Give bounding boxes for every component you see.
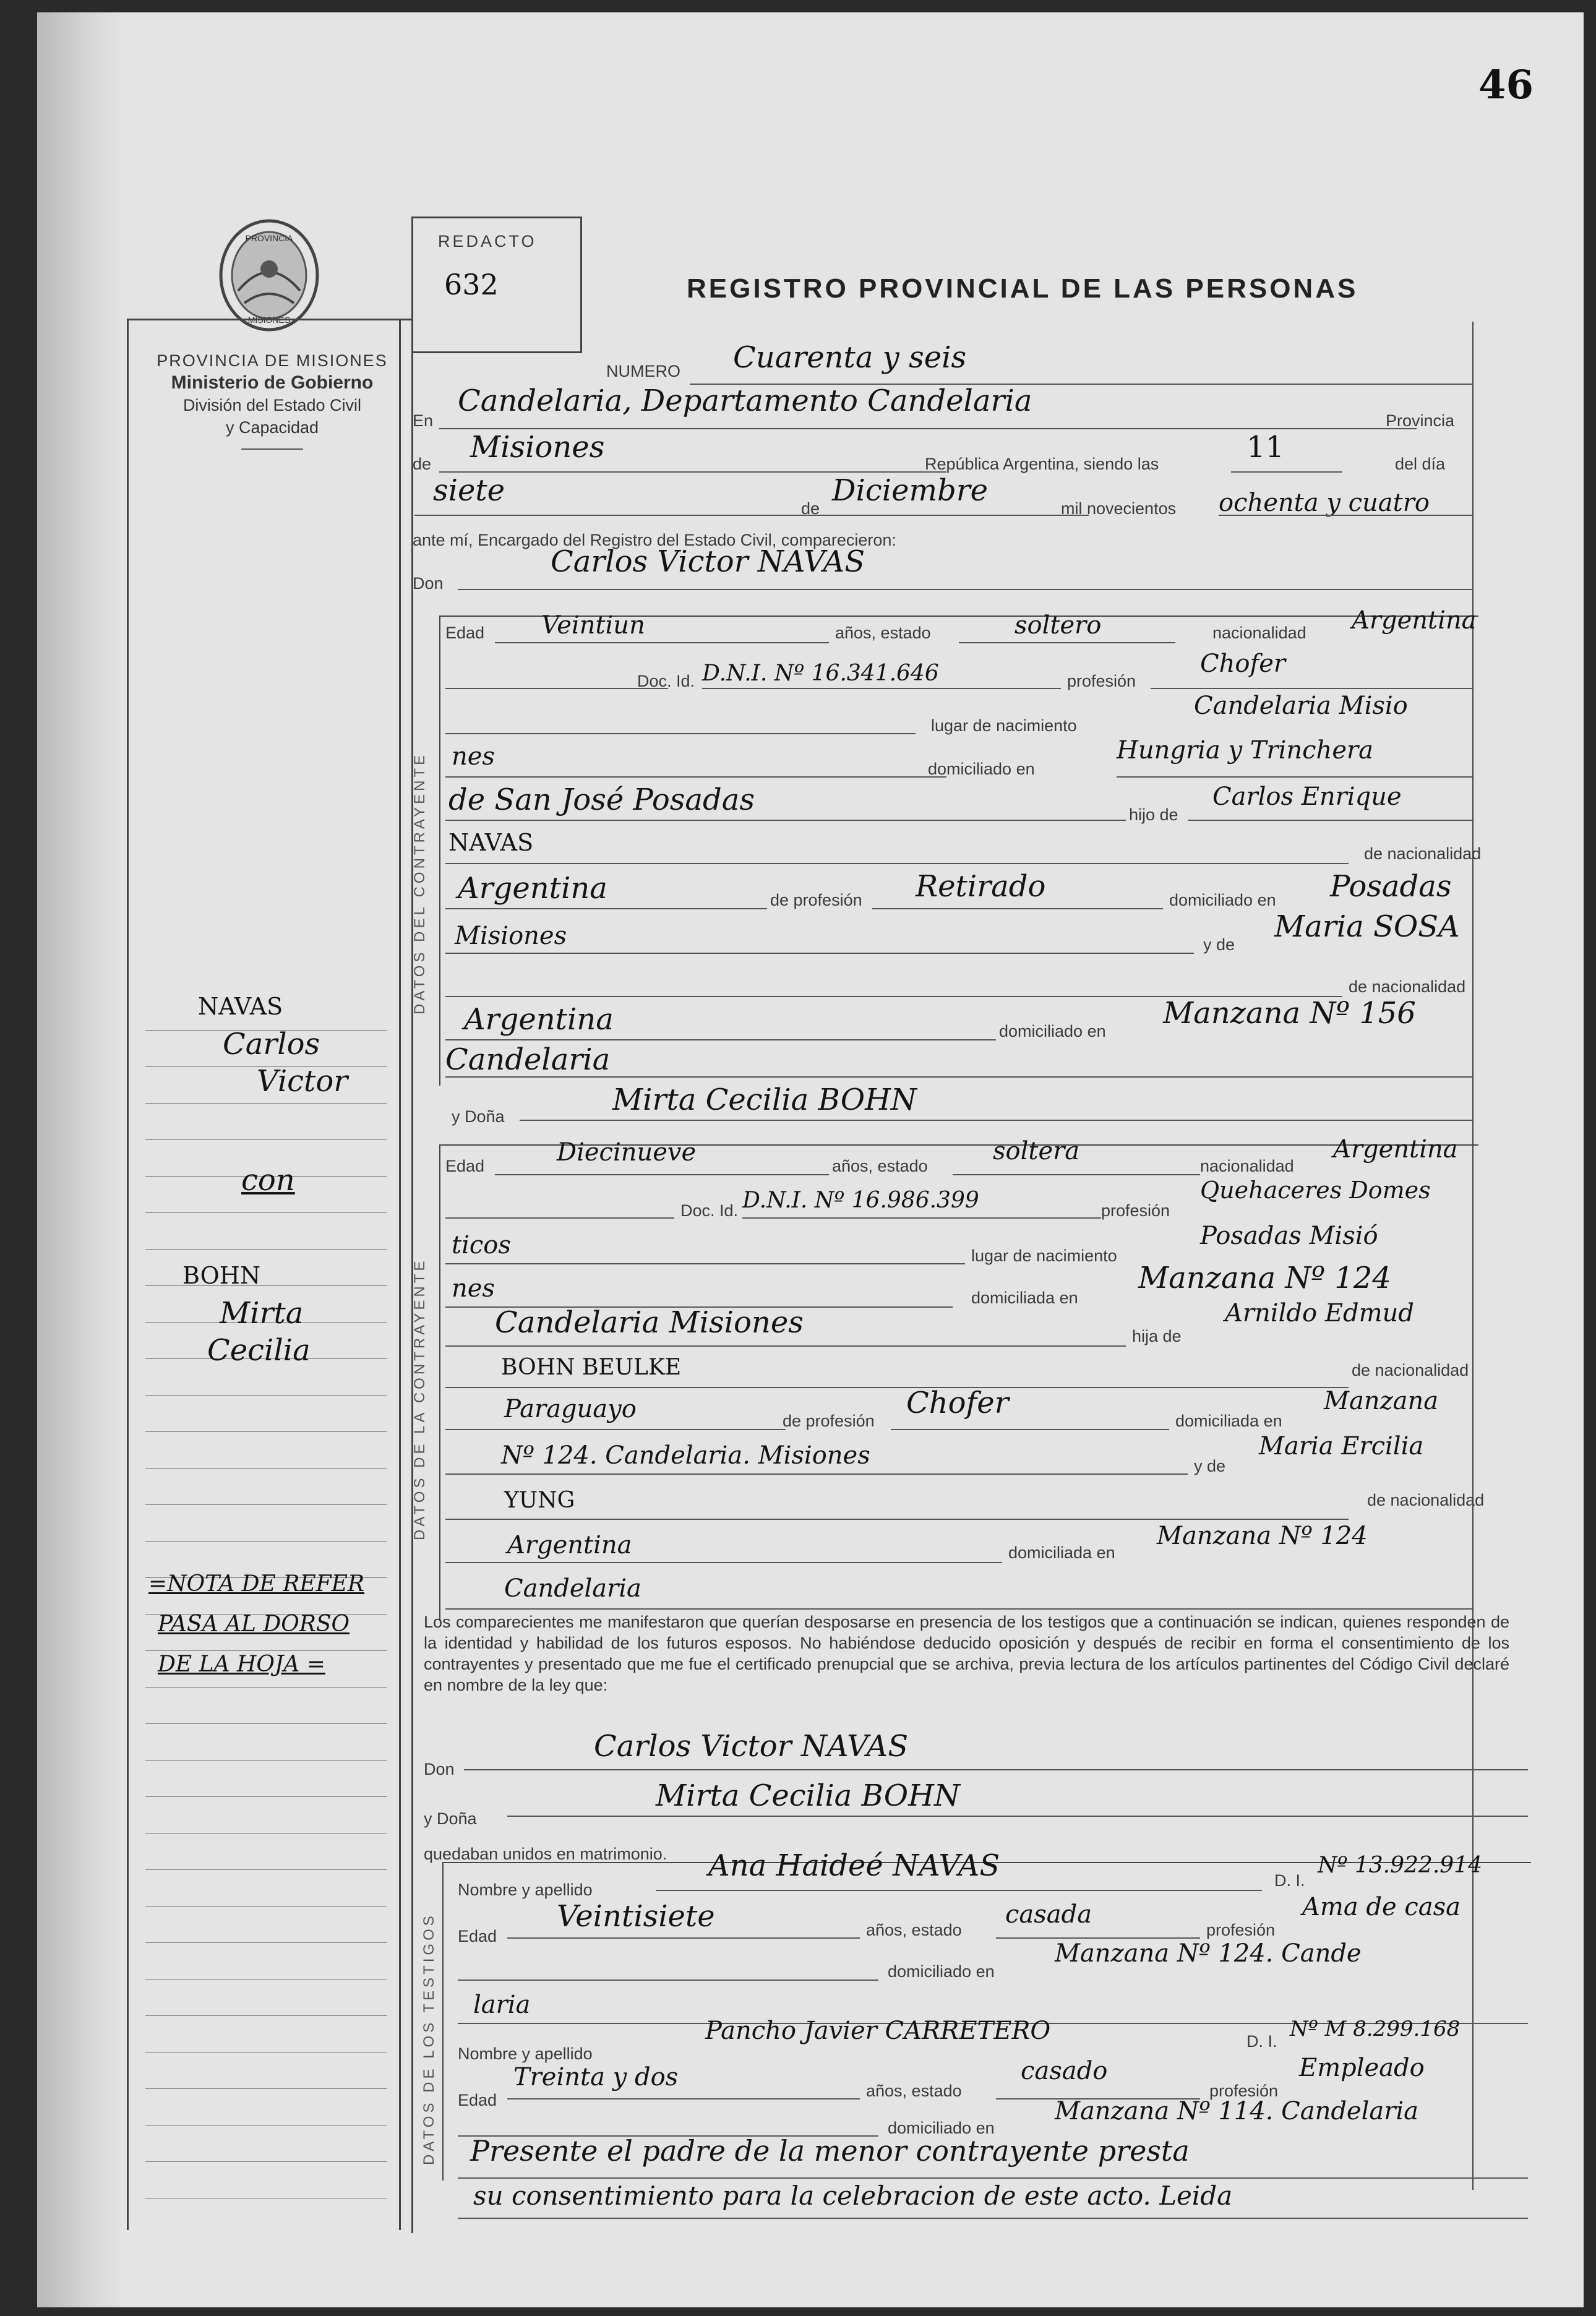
value-groom-profesion: Chofer <box>1200 650 1286 678</box>
label-groom-hijo-de: hijo de <box>1129 805 1178 824</box>
value-bride-lugar-nac-1: Posadas Misió <box>1200 1222 1378 1250</box>
label-de-mes: de <box>801 499 820 518</box>
label-en: En <box>413 411 434 430</box>
ministry-division: División del Estado Civil <box>182 396 362 414</box>
ministry-province: PROVINCIA DE MISIONES <box>157 351 388 370</box>
label-y-dona: y Doña <box>452 1107 505 1126</box>
margin-groom-second: Victor <box>257 1064 348 1099</box>
value-dia: siete <box>433 473 505 508</box>
value-w1-edad: Veintisiete <box>557 1899 715 1934</box>
stamp-value: 632 <box>444 268 499 301</box>
value-w2-estado: casado <box>1021 2057 1108 2085</box>
value-groom-madre-dom-1: Manzana Nº 156 <box>1163 996 1416 1031</box>
value-w1-profesion: Ama de casa <box>1302 1893 1461 1921</box>
value-groom-padre-1: Carlos Enrique <box>1212 783 1402 811</box>
margin-groom-first: Carlos <box>223 1027 320 1062</box>
margin-rule <box>145 1103 387 1104</box>
value-bride-profesion-1: Quehaceres Domes <box>1200 1177 1431 1204</box>
label-groom-madre-dom: domiciliado en <box>999 1022 1106 1040</box>
value-w2-nombre: Pancho Javier CARRETERO <box>705 2017 1051 2045</box>
label-groom-edad: Edad <box>445 624 485 642</box>
label-w2-di: D. I. <box>1246 2032 1277 2051</box>
label-w2-profesion: profesión <box>1209 2082 1279 2100</box>
value-groom-padre-nac: Argentina <box>458 871 607 906</box>
label-decl-dona: y Doña <box>424 1809 477 1828</box>
label-bride-padre-nac: de nacionalidad <box>1352 1361 1469 1379</box>
value-groom-nac: Argentina <box>1352 606 1477 635</box>
redacto-stamp <box>411 217 582 353</box>
value-groom-lugar-nac-2: nes <box>452 742 495 771</box>
value-groom-domicilio-1: Hungria y Trinchera <box>1117 736 1373 765</box>
value-groom-edad: Veintiun <box>541 611 645 640</box>
value-groom-padre-dom-1: Posadas <box>1330 869 1452 904</box>
label-w1-dom: domiciliado en <box>888 1962 995 1981</box>
value-w1-di: Nº 13.922.914 <box>1318 1853 1482 1878</box>
value-bride-estado: soltera <box>993 1137 1080 1165</box>
seal-emblem <box>217 217 322 334</box>
label-bride-profesion: profesión <box>1101 1201 1170 1220</box>
label-mil-novecientos: mil novecientos <box>1061 499 1177 518</box>
margin-rule <box>145 1796 387 1797</box>
margin-bride-first: Mirta <box>220 1296 304 1331</box>
value-groom-doc: D.N.I. Nº 16.341.646 <box>702 661 939 686</box>
margin-bride-second: Cecilia <box>207 1333 311 1368</box>
margin-groom-surname: NAVAS <box>198 993 283 1020</box>
margin-rule <box>145 2088 387 2089</box>
side-label-bride: DATOS DE LA CONTRAYENTE <box>411 1258 428 1540</box>
value-provincia: Misiones <box>470 430 605 465</box>
margin-rule <box>145 1942 387 1943</box>
value-hora: 11 <box>1246 430 1285 465</box>
label-groom-madre: y de <box>1203 935 1235 954</box>
label-bride-domicilio: domiciliada en <box>971 1289 1078 1307</box>
label-bride-madre-dom: domiciliada en <box>1008 1543 1115 1562</box>
label-ante: ante mí, Encargado del Registro del Estado Civil, comparecieron: <box>413 531 896 549</box>
margin-bride-surname: BOHN <box>182 1262 261 1289</box>
svg-text:MISIONES: MISIONES <box>247 315 291 325</box>
value-w1-dom-2: laria <box>473 1991 531 2019</box>
value-decl-don: Carlos Victor NAVAS <box>594 1729 909 1764</box>
margin-rule <box>145 1541 387 1542</box>
value-groom-domicilio-2: de San José Posadas <box>448 783 755 817</box>
label-bride-hija-de: hija de <box>1132 1327 1182 1345</box>
value-bride-madre-nac: Argentina <box>507 1531 632 1559</box>
value-bride-padre-1: Arnildo Edmud <box>1225 1299 1414 1327</box>
label-groom-padre-prof: de profesión <box>770 891 862 909</box>
side-label-groom: DATOS DEL CONTRAYENTE <box>411 752 428 1014</box>
value-bride-profesion-2: ticos <box>452 1231 511 1259</box>
label-w2-nombre: Nombre y apellido <box>458 2044 593 2063</box>
margin-rule <box>145 1139 387 1140</box>
value-w1-dom-1: Manzana Nº 124. Cande <box>1055 1939 1362 1968</box>
label-bride-padre-prof: de profesión <box>783 1412 875 1430</box>
value-bride-doc: D.N.I. Nº 16.986.399 <box>742 1188 979 1213</box>
label-quedaban: quedaban unidos en matrimonio. <box>424 1845 667 1863</box>
margin-rule <box>145 1687 387 1688</box>
margin-nota-2: PASA AL DORSO <box>158 1611 350 1637</box>
value-bride-padre-dom-2: Nº 124. Candelaria. Misiones <box>501 1441 870 1470</box>
margin-rule <box>145 1249 387 1250</box>
page-number: 46 <box>1478 62 1534 108</box>
label-del-dia: del día <box>1395 455 1446 473</box>
ministry-block <box>130 350 414 450</box>
document-title: REGISTRO PROVINCIAL DE LAS PERSONAS <box>687 273 1358 304</box>
margin-rule <box>145 2161 387 2162</box>
label-groom-profesion: profesión <box>1067 672 1136 690</box>
label-groom-padre-dom: domiciliado en <box>1169 891 1276 909</box>
label-bride-lugar-nac: lugar de nacimiento <box>971 1246 1117 1265</box>
label-w1-profesion: profesión <box>1206 1921 1276 1939</box>
label-groom-nac: nacionalidad <box>1212 624 1306 642</box>
value-anio: ochenta y cuatro <box>1219 489 1430 517</box>
label-w1-estado: años, estado <box>866 1921 962 1939</box>
margin-rule <box>145 1504 387 1505</box>
value-w1-nombre: Ana Haideé NAVAS <box>708 1848 1000 1883</box>
label-bride-nac: nacionalidad <box>1200 1157 1294 1175</box>
label-bride-estado: años, estado <box>832 1157 928 1175</box>
label-groom-padre-nac: de nacionalidad <box>1364 844 1482 863</box>
value-groom-padre-prof: Retirado <box>916 869 1046 904</box>
label-bride-madre: y de <box>1194 1457 1226 1475</box>
value-numero: Cuarenta y seis <box>733 340 967 375</box>
margin-rule <box>145 1431 387 1432</box>
label-w2-edad: Edad <box>458 2091 497 2109</box>
label-w2-estado: años, estado <box>866 2082 962 2100</box>
label-provincia: Provincia <box>1386 411 1455 430</box>
margin-rule <box>145 1723 387 1724</box>
margin-rule <box>145 1285 387 1286</box>
value-groom-padre-2: NAVAS <box>448 829 534 856</box>
value-groom-lugar-nac-1: Candelaria Misio <box>1194 692 1408 720</box>
margin-nota-3: DE LA HOJA = <box>158 1652 325 1677</box>
value-w2-di: Nº M 8.299.168 <box>1290 2017 1461 2041</box>
value-bride-padre-prof: Chofer <box>906 1386 1009 1420</box>
label-w1-edad: Edad <box>458 1927 497 1945</box>
ministry-capacity: y Capacidad <box>225 418 319 437</box>
stamp-label: REDACTO <box>438 232 537 251</box>
label-groom-lugar-nac: lugar de nacimiento <box>931 716 1077 735</box>
label-decl-don: Don <box>424 1760 455 1778</box>
value-groom-estado: soltero <box>1015 611 1102 640</box>
ministry-name: Ministerio de Gobierno <box>171 372 374 393</box>
value-bride-lugar-nac-2: nes <box>452 1274 495 1303</box>
margin-con: con <box>241 1163 295 1198</box>
margin-rule <box>145 1869 387 1870</box>
label-bride-madre-nac: de nacionalidad <box>1367 1491 1485 1509</box>
margin-rule <box>145 1468 387 1469</box>
label-don: Don <box>413 574 444 593</box>
value-groom-padre-dom-2: Misiones <box>455 922 567 950</box>
value-bride-nac: Argentina <box>1333 1135 1458 1164</box>
declaration-paragraph: Los comparecientes me manifestaron que querían desposarse en presencia de los testigos que a continuación se indican, quienes responden de la identidad y habilidad de los futuros esposos. No habiéndose deducido oposición y después de recibir en forma el consentimiento de los contrayentes y presentado que me fue el certificado prenupcial que se archiva, previa lectura de los artículos partinentes del Código Civil declaré en nombre de la ley que: <box>424 1613 1509 1694</box>
value-w2-profesion: Empleado <box>1299 2054 1425 2082</box>
value-bride-madre-1: Maria Ercilia <box>1259 1432 1424 1460</box>
label-numero: NUMERO <box>606 362 680 380</box>
label-groom-estado: años, estado <box>835 624 931 642</box>
value-bride-madre-dom-2: Candelaria <box>504 1574 641 1603</box>
value-bride-padre-nac: Paraguayo <box>504 1395 637 1423</box>
value-w2-edad: Treinta y dos <box>513 2063 679 2091</box>
value-groom-madre-dom-2: Candelaria <box>445 1042 611 1077</box>
label-republica: República Argentina, siendo las <box>925 455 1159 473</box>
label-de: de <box>413 455 432 473</box>
value-bride-edad: Diecinueve <box>557 1138 697 1167</box>
value-bride-name: Mirta Cecilia BOHN <box>612 1083 917 1117</box>
register-page <box>37 12 1584 2307</box>
svg-text:PROVINCIA: PROVINCIA <box>245 233 293 243</box>
label-w2-dom: domiciliado en <box>888 2119 995 2137</box>
label-w1-di: D. I. <box>1274 1871 1305 1890</box>
value-lugar: Candelaria, Departamento Candelaria <box>458 384 1032 418</box>
margin-rule <box>145 1395 387 1396</box>
label-bride-doc: Doc. Id. <box>680 1201 739 1220</box>
margin-rule <box>145 1212 387 1213</box>
value-groom-madre-nac: Argentina <box>464 1002 614 1037</box>
value-bride-domicilio-1: Manzana Nº 124 <box>1138 1261 1391 1295</box>
label-w1-nombre: Nombre y apellido <box>458 1881 593 1899</box>
note-line-1: Presente el padre de la menor contrayente presta <box>470 2134 1190 2168</box>
label-groom-madre-nac: de nacionalidad <box>1349 977 1466 996</box>
value-groom-madre: Maria SOSA <box>1274 909 1460 944</box>
margin-rule <box>145 1650 387 1651</box>
margin-nota-1: =NOTA DE REFER <box>148 1571 364 1597</box>
label-bride-padre-dom: domiciliada en <box>1175 1412 1282 1430</box>
value-bride-padre-dom-1: Manzana <box>1324 1387 1439 1415</box>
value-mes: Diciembre <box>832 473 989 508</box>
label-groom-doc: Doc. Id. <box>637 672 695 690</box>
note-line-2: su consentimiento para la celebracion de este acto. Leida <box>473 2181 1233 2211</box>
margin-rule <box>145 1760 387 1761</box>
value-bride-madre-2: YUNG <box>504 1488 575 1513</box>
margin-rule <box>145 2015 387 2016</box>
value-bride-padre-2: BOHN BEULKE <box>501 1355 682 1380</box>
value-bride-madre-dom-1: Manzana Nº 124 <box>1157 1522 1368 1550</box>
margin-rule <box>145 1833 387 1834</box>
label-groom-domicilio: domiciliado en <box>928 760 1035 778</box>
value-groom-name: Carlos Victor NAVAS <box>551 544 865 579</box>
value-decl-dona: Mirta Cecilia BOHN <box>656 1778 960 1813</box>
book-binding <box>37 12 124 2307</box>
label-bride-edad: Edad <box>445 1157 485 1175</box>
value-w1-estado: casada <box>1005 1900 1092 1929</box>
side-label-witnesses: DATOS DE LOS TESTIGOS <box>421 1913 437 2165</box>
value-w2-dom: Manzana Nº 114. Candelaria <box>1055 2097 1419 2125</box>
value-bride-domicilio-2: Candelaria Misiones <box>495 1305 804 1340</box>
